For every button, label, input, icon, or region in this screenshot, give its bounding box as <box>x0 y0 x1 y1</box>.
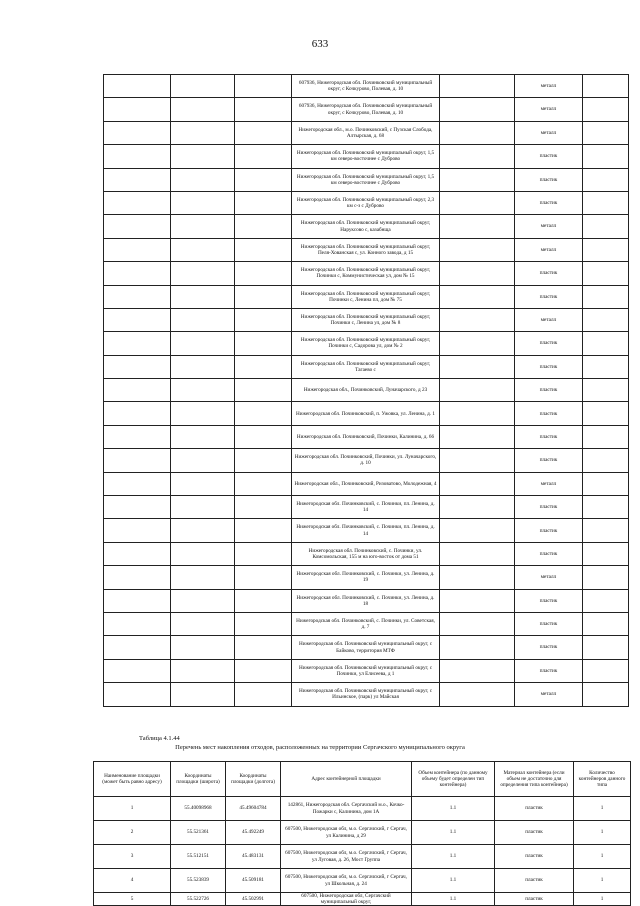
empty-cell <box>583 308 629 331</box>
table-row <box>94 869 631 893</box>
address-cell: Нижегородская обл. Починковский муниципальный округ, Починки с, Коммунистическая ул, дом № 15 <box>292 262 440 285</box>
empty-cell <box>583 238 629 261</box>
empty-cell <box>171 285 235 308</box>
empty-cell <box>583 355 629 378</box>
empty-cell <box>440 589 515 612</box>
material-cell: пластик <box>515 425 583 448</box>
empty-cell <box>235 262 292 285</box>
volume-cell: 1.1 <box>412 797 495 821</box>
empty-cell <box>235 355 292 378</box>
table-row <box>104 308 629 331</box>
empty-cell <box>440 659 515 682</box>
empty-cell <box>104 496 171 519</box>
empty-cell <box>104 121 171 144</box>
empty-cell <box>171 308 235 331</box>
empty-cell <box>235 496 292 519</box>
empty-cell <box>440 98 515 121</box>
address-cell: Нижегородская обл. Починковский муниципальный округ, с Ильинское, (парк) ул Майская <box>292 683 440 706</box>
number-cell: 5 <box>94 893 171 906</box>
table-row <box>104 262 629 285</box>
address-cell: Нижегородская обл. Починковский муниципальный округ, Починки с, Ленина ул, дом № 8 <box>292 308 440 331</box>
empty-cell <box>104 285 171 308</box>
latitude-cell: 55.40098968 <box>171 797 226 821</box>
empty-cell <box>171 75 235 98</box>
empty-cell <box>171 542 235 565</box>
material-cell: металл <box>515 683 583 706</box>
empty-cell <box>440 472 515 495</box>
material-cell: металл <box>515 215 583 238</box>
number-cell: 3 <box>94 845 171 869</box>
longitude-cell: 45.492249 <box>226 821 281 845</box>
address-cell: Нижегородская обл. Починковский муниципальный округ, Починки с, Садорова ул, дом № 2 <box>292 332 440 355</box>
empty-cell <box>583 449 629 472</box>
empty-cell <box>235 683 292 706</box>
empty-cell <box>171 449 235 472</box>
empty-cell <box>171 238 235 261</box>
empty-cell <box>583 519 629 542</box>
empty-cell <box>440 262 515 285</box>
table-row <box>104 332 629 355</box>
address-cell: Нижегородская обл. Починковский, п. Ужовка, ул. Ленина, д. 1 <box>292 402 440 425</box>
table-row <box>104 659 629 682</box>
table-row <box>104 285 629 308</box>
empty-cell <box>235 449 292 472</box>
empty-cell <box>171 566 235 589</box>
table-row <box>104 145 629 168</box>
address-cell: Нижегородская обл., Починковский, Луначарского, д 23 <box>292 379 440 402</box>
material-cell: пластик <box>515 262 583 285</box>
empty-cell <box>104 542 171 565</box>
empty-cell <box>235 542 292 565</box>
empty-cell <box>583 425 629 448</box>
address-cell: Нижегородская обл. Починковский муниципальный округ, с Байково, территория МТФ <box>292 636 440 659</box>
empty-cell <box>171 332 235 355</box>
address-cell: Нижегородская обл. Починковский муниципальный округ, с Починки, ул Елисеева, д 1 <box>292 659 440 682</box>
empty-cell <box>104 262 171 285</box>
address-cell: Нижегородская обл. Починковский, с. Починки, пл. Ленина, д. 14 <box>292 496 440 519</box>
material-cell: металл <box>515 98 583 121</box>
empty-cell <box>440 75 515 98</box>
material-cell: пластик <box>515 355 583 378</box>
empty-cell <box>583 612 629 635</box>
empty-cell <box>235 402 292 425</box>
empty-cell <box>171 519 235 542</box>
empty-cell <box>583 262 629 285</box>
table-row <box>104 238 629 261</box>
address-cell: Нижегородская обл. Починковский, с. Починки, ул. Ленина, д. 19 <box>292 566 440 589</box>
empty-cell <box>440 402 515 425</box>
material-cell: пластик <box>495 821 574 845</box>
empty-cell <box>583 285 629 308</box>
material-cell: пластик <box>515 519 583 542</box>
empty-cell <box>171 168 235 191</box>
latitude-cell: 55.512151 <box>171 845 226 869</box>
longitude-cell: 45.509181 <box>226 869 281 893</box>
empty-cell <box>583 402 629 425</box>
longitude-cell: 45.483131 <box>226 845 281 869</box>
empty-cell <box>583 589 629 612</box>
header-address: Адрес контейнерной площадки <box>281 762 412 797</box>
table-row <box>104 636 629 659</box>
material-cell: пластик <box>495 869 574 893</box>
empty-cell <box>583 145 629 168</box>
empty-cell <box>104 238 171 261</box>
material-cell: металл <box>515 472 583 495</box>
latitude-cell: 55.522726 <box>171 893 226 906</box>
empty-cell <box>171 472 235 495</box>
empty-cell <box>440 449 515 472</box>
table-row <box>104 75 629 98</box>
table-row <box>104 566 629 589</box>
empty-cell <box>440 238 515 261</box>
material-cell: пластик <box>515 332 583 355</box>
empty-cell <box>104 472 171 495</box>
empty-cell <box>235 659 292 682</box>
empty-cell <box>235 472 292 495</box>
volume-cell: 1.1 <box>412 845 495 869</box>
empty-cell <box>583 379 629 402</box>
material-cell: пластик <box>515 542 583 565</box>
count-cell: 1 <box>574 893 631 906</box>
empty-cell <box>235 636 292 659</box>
material-cell: пластик <box>515 402 583 425</box>
empty-cell <box>583 332 629 355</box>
empty-cell <box>440 519 515 542</box>
table-row <box>104 449 629 472</box>
address-cell: Нижегородская обл. Починковский муниципальный округ, Тагаево с <box>292 355 440 378</box>
table-row <box>104 402 629 425</box>
table-row <box>104 425 629 448</box>
address-cell: Нижегородская обл. Починковский, с. Починки, ул. Советская, д. 7 <box>292 612 440 635</box>
table-row <box>94 845 631 869</box>
table-row <box>104 496 629 519</box>
empty-cell <box>440 612 515 635</box>
empty-cell <box>171 636 235 659</box>
empty-cell <box>171 355 235 378</box>
empty-cell <box>104 215 171 238</box>
header-name: Наименование площадки (может быть равно адресу) <box>94 762 171 797</box>
material-cell: пластик <box>515 379 583 402</box>
empty-cell <box>235 566 292 589</box>
sergach-table-body <box>94 797 631 906</box>
empty-cell <box>440 285 515 308</box>
empty-cell <box>440 168 515 191</box>
address-cell: Нижегородская обл. Починковский, с. Починки, ул. Комсомольская, 155 м на юго-восток от дома 51 <box>292 542 440 565</box>
empty-cell <box>171 425 235 448</box>
table-row <box>94 797 631 821</box>
sergach-table <box>93 761 631 906</box>
address-cell: Нижегородская обл. Починковский муниципальный округ, 1,5 км северо-восточнее с Дуброво <box>292 145 440 168</box>
material-cell: металл <box>515 238 583 261</box>
address-cell: Нижегородская обл., Починковский, Ризоватово, Молодежная, 4 <box>292 472 440 495</box>
address-cell: Нижегородская обл. Починковский муниципальный округ, Наруксово с, казабнща <box>292 215 440 238</box>
header-latitude: Координаты площадки (широта) <box>171 762 226 797</box>
empty-cell <box>583 98 629 121</box>
empty-cell <box>104 402 171 425</box>
empty-cell <box>104 566 171 589</box>
address-cell: 607936, Нижегородская обл. Починковский муниципальный округ, с Кочкурово, Полевая, д. 10 <box>292 98 440 121</box>
address-cell: 607500, Нижегородская обл, м.о. Сергачский, г Сергач, ул Школьная, д. 24 <box>281 869 412 893</box>
empty-cell <box>171 402 235 425</box>
empty-cell <box>235 332 292 355</box>
material-cell: пластик <box>515 449 583 472</box>
page-number: 633 <box>311 38 329 50</box>
empty-cell <box>235 589 292 612</box>
empty-cell <box>583 566 629 589</box>
address-cell: Нижегородская обл. Починковский муниципальный округ, 2,3 км с-з с Дуброво <box>292 191 440 214</box>
table-row <box>104 542 629 565</box>
header-longitude: Координаты площадки (долгота) <box>226 762 281 797</box>
empty-cell <box>440 332 515 355</box>
empty-cell <box>583 542 629 565</box>
empty-cell <box>104 659 171 682</box>
material-cell: пластик <box>515 191 583 214</box>
header-material: Материал контейнера (если объем не достаточно для определения типа контейнера) <box>495 762 574 797</box>
material-cell: пластик <box>515 496 583 519</box>
empty-cell <box>440 215 515 238</box>
latitude-cell: 55.521361 <box>171 821 226 845</box>
empty-cell <box>104 449 171 472</box>
empty-cell <box>104 589 171 612</box>
table-row <box>104 98 629 121</box>
empty-cell <box>440 566 515 589</box>
empty-cell <box>171 659 235 682</box>
latitude-cell: 55.523839 <box>171 869 226 893</box>
empty-cell <box>235 215 292 238</box>
address-cell: 607500, Нижегородская обл, Сергачский муниципальный округ, <box>281 893 412 906</box>
header-count: Количество контейнеров данного типа <box>574 762 631 797</box>
address-cell: Нижегородская обл. Починковский, с. Починки, пл. Ленина, д. 14 <box>292 519 440 542</box>
material-cell: металл <box>515 308 583 331</box>
empty-cell <box>235 98 292 121</box>
empty-cell <box>235 121 292 144</box>
empty-cell <box>583 191 629 214</box>
empty-cell <box>104 308 171 331</box>
empty-cell <box>440 121 515 144</box>
empty-cell <box>171 191 235 214</box>
table-row <box>104 683 629 706</box>
address-cell: Нижегородская обл. Починковский, Починки, Калинина, д. 66 <box>292 425 440 448</box>
address-cell: 607500, Нижегородская обл, м.о. Сергачский, г Сергач, ул Луговая, д. 26, Мост Группа <box>281 845 412 869</box>
number-cell: 2 <box>94 821 171 845</box>
empty-cell <box>171 215 235 238</box>
header-volume: Объем контейнера (по данному объему будет определен тип контейнера) <box>412 762 495 797</box>
table-row <box>94 821 631 845</box>
empty-cell <box>104 332 171 355</box>
empty-cell <box>583 683 629 706</box>
volume-cell: 1.1 <box>412 821 495 845</box>
empty-cell <box>235 308 292 331</box>
empty-cell <box>440 636 515 659</box>
material-cell: пластик <box>495 893 574 906</box>
table-row <box>104 191 629 214</box>
empty-cell <box>235 612 292 635</box>
empty-cell <box>104 636 171 659</box>
empty-cell <box>104 612 171 635</box>
address-cell: Нижегородская обл. Починковский муниципальный округ, Пеля-Хованская с, ул. Конного завода, д 15 <box>292 238 440 261</box>
table-row <box>104 379 629 402</box>
empty-cell <box>235 75 292 98</box>
empty-cell <box>235 168 292 191</box>
empty-cell <box>235 519 292 542</box>
count-cell: 1 <box>574 797 631 821</box>
material-cell: металл <box>515 121 583 144</box>
material-cell: металл <box>515 75 583 98</box>
material-cell: пластик <box>515 145 583 168</box>
empty-cell <box>440 425 515 448</box>
material-cell: пластик <box>515 636 583 659</box>
empty-cell <box>235 191 292 214</box>
empty-cell <box>583 659 629 682</box>
material-cell: пластик <box>515 168 583 191</box>
material-cell: пластик <box>495 797 574 821</box>
empty-cell <box>104 355 171 378</box>
empty-cell <box>171 496 235 519</box>
table-row <box>104 589 629 612</box>
empty-cell <box>171 683 235 706</box>
empty-cell <box>235 285 292 308</box>
material-cell: пластик <box>515 285 583 308</box>
longitude-cell: 45.502991 <box>226 893 281 906</box>
empty-cell <box>235 145 292 168</box>
volume-cell: 1.1 <box>412 893 495 906</box>
table-row <box>104 519 629 542</box>
empty-cell <box>440 308 515 331</box>
empty-cell <box>440 496 515 519</box>
address-cell: Нижегородская обл. Починковский муниципальный округ, Починки с, Ленина пл, дом № 75 <box>292 285 440 308</box>
empty-cell <box>235 425 292 448</box>
table-row <box>104 121 629 144</box>
empty-cell <box>171 612 235 635</box>
empty-cell <box>440 542 515 565</box>
address-cell: Нижегородская обл. Починковский, с. Починки, ул. Ленина, д. 18 <box>292 589 440 612</box>
empty-cell <box>104 519 171 542</box>
material-cell: пластик <box>515 612 583 635</box>
number-cell: 4 <box>94 869 171 893</box>
material-cell: металл <box>515 566 583 589</box>
empty-cell <box>440 191 515 214</box>
continued-table-body <box>104 75 629 707</box>
count-cell: 1 <box>574 845 631 869</box>
table-caption: Таблица 4.1.44 <box>139 735 180 742</box>
header-row <box>94 762 631 797</box>
address-cell: Нижегородская обл., м.о. Починковский, с Пузская Слобода, Алтырская, д. 68 <box>292 121 440 144</box>
empty-cell <box>171 262 235 285</box>
empty-cell <box>583 121 629 144</box>
number-cell: 1 <box>94 797 171 821</box>
empty-cell <box>440 355 515 378</box>
empty-cell <box>583 75 629 98</box>
empty-cell <box>440 145 515 168</box>
table-row <box>94 893 631 906</box>
table-row <box>104 215 629 238</box>
table-title: Перечень мест накопления отходов, расположенных на территории Сергачского муниципального округа <box>175 744 465 751</box>
table-row <box>104 472 629 495</box>
empty-cell <box>440 683 515 706</box>
empty-cell <box>583 496 629 519</box>
material-cell: пластик <box>495 845 574 869</box>
empty-cell <box>104 168 171 191</box>
empty-cell <box>171 145 235 168</box>
address-cell: 607936, Нижегородская обл. Починковский муниципальный округ, с Кочкурово, Полевая, д. 10 <box>292 75 440 98</box>
address-cell: Нижегородская обл. Починковский муниципальный округ, 1,5 км северо-восточнее с Дуброво <box>292 168 440 191</box>
longitude-cell: 45.49604784 <box>226 797 281 821</box>
empty-cell <box>104 145 171 168</box>
address-cell: 607500, Нижегородская обл, м.о. Сергачский, г Сергач, ул Калинина, д 29 <box>281 821 412 845</box>
address-cell: Нижегородская обл. Починковский, Починки, ул. Луначарского, д. 10 <box>292 449 440 472</box>
table-row <box>104 612 629 635</box>
empty-cell <box>235 238 292 261</box>
material-cell: пластик <box>515 589 583 612</box>
continued-table <box>103 74 629 707</box>
empty-cell <box>235 379 292 402</box>
address-cell: 142861, Нижегородская обл. Сергачский м.о., Кочко-Пожарки с, Калинина, дом 1А <box>281 797 412 821</box>
empty-cell <box>171 98 235 121</box>
empty-cell <box>104 425 171 448</box>
material-cell: пластик <box>515 659 583 682</box>
empty-cell <box>583 472 629 495</box>
empty-cell <box>171 379 235 402</box>
empty-cell <box>104 683 171 706</box>
empty-cell <box>104 75 171 98</box>
empty-cell <box>583 636 629 659</box>
empty-cell <box>583 215 629 238</box>
volume-cell: 1.1 <box>412 869 495 893</box>
count-cell: 1 <box>574 869 631 893</box>
empty-cell <box>104 379 171 402</box>
empty-cell <box>171 589 235 612</box>
table-row <box>104 168 629 191</box>
empty-cell <box>104 98 171 121</box>
empty-cell <box>171 121 235 144</box>
empty-cell <box>583 168 629 191</box>
count-cell: 1 <box>574 821 631 845</box>
empty-cell <box>104 191 171 214</box>
empty-cell <box>440 379 515 402</box>
table-row <box>104 355 629 378</box>
